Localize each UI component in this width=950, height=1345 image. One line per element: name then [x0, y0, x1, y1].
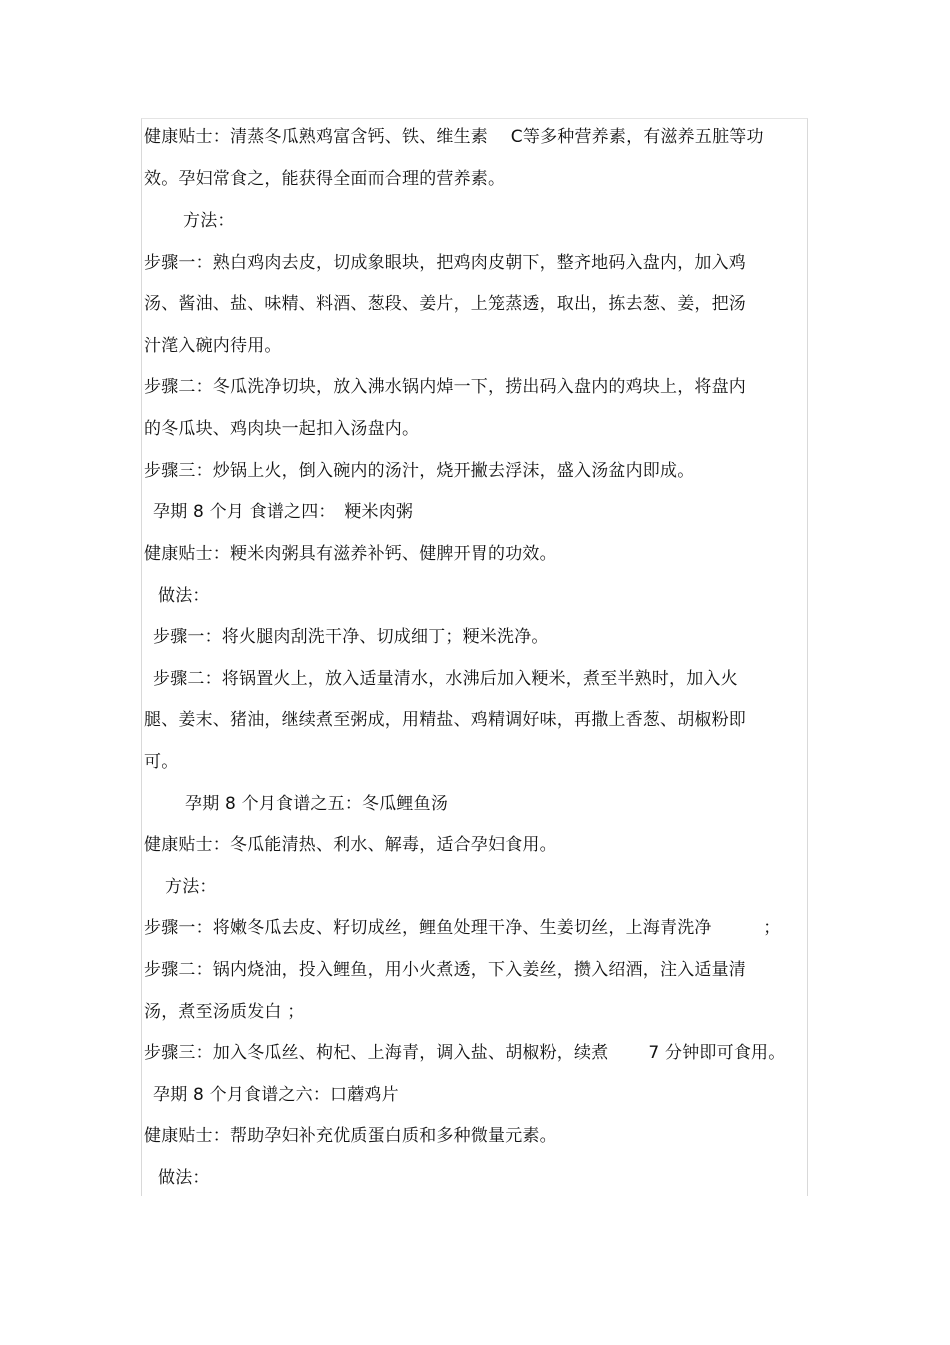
section-label: 方法： [165, 877, 217, 897]
text-line: 步骤一：熟白鸡肉去皮，切成象眼块，把鸡肉皮朝下，整齐地码入盘内，加入鸡 [144, 253, 746, 273]
text-line: 健康贴士：帮助孕妇补充优质蛋白质和多种微量元素。 [144, 1126, 557, 1146]
text-line: 腿、姜末、猪油，继续煮至粥成，用精盐、鸡精调好味，再撒上香葱、胡椒粉即 [144, 710, 746, 730]
text-line: 健康贴士：清蒸冬瓜熟鸡富含钙、铁、维生素 C等多种营养素，有滋养五脏等功 [144, 127, 764, 147]
text-line: 可。 [144, 752, 179, 772]
text-line: 步骤二：冬瓜洗净切块，放入沸水锅内焯一下，捞出码入盘内的鸡块上，将盘内 [144, 377, 746, 397]
text-line: 步骤三：加入冬瓜丝、枸杞、上海青，调入盐、胡椒粉，续煮 7 分钟即可食用。 [144, 1043, 786, 1063]
page-frame [141, 118, 808, 1196]
text-line: 汤，煮至汤质发白 ； [144, 1002, 305, 1022]
section-label: 做法： [158, 1168, 210, 1188]
text-line: 步骤一：将火腿肉刮洗干净、切成细丁；粳米洗净。 [153, 627, 549, 647]
text-line: 的冬瓜块、鸡肉块一起扣入汤盘内。 [144, 419, 420, 439]
text-line: 效。孕妇常食之，能获得全面而合理的营养素。 [144, 169, 506, 189]
text-line: 汤、酱油、盐、味精、料酒、葱段、姜片，上笼蒸透，取出，拣去葱、姜，把汤 [144, 294, 746, 314]
section-label: 做法： [158, 586, 210, 606]
text-line: 健康贴士：冬瓜能清热、利水、解毒，适合孕妇食用。 [144, 835, 557, 855]
text-line: 健康贴士：粳米肉粥具有滋养补钙、健脾开胃的功效。 [144, 544, 557, 564]
recipe-title: 孕期 8 个月食谱之五：冬瓜鲤鱼汤 [185, 794, 449, 814]
recipe-title: 孕期 8 个月食谱之六：口蘑鸡片 [153, 1085, 399, 1105]
recipe-title: 孕期 8 个月 食谱之四： 粳米肉粥 [153, 502, 414, 522]
text-line: 步骤二：将锅置火上，放入适量清水，水沸后加入粳米，煮至半熟时，加入火 [153, 669, 738, 689]
text-line: 汁滗入碗内待用。 [144, 336, 282, 356]
section-label: 方法： [183, 211, 235, 231]
text-line: 步骤一：将嫩冬瓜去皮、籽切成丝，鲤鱼处理干净、生姜切丝，上海青洗净 ； [144, 918, 781, 938]
text-line: 步骤二：锅内烧油，投入鲤鱼，用小火煮透，下入姜丝，攒入绍酒，注入适量清 [144, 960, 746, 980]
text-line: 步骤三：炒锅上火，倒入碗内的汤汁，烧开撇去浮沫，盛入汤盆内即成。 [144, 461, 695, 481]
